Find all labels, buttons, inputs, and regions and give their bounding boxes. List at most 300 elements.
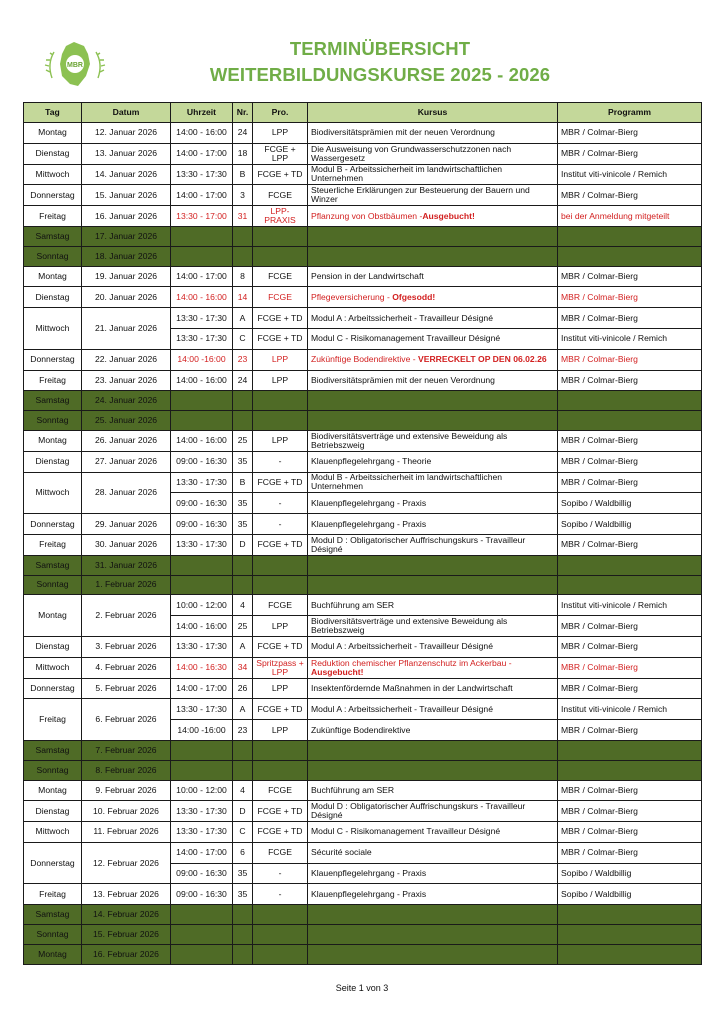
cell-tag: Sonntag <box>24 246 82 266</box>
cell-uhrzeit: 09:00 - 16:30 <box>171 451 233 472</box>
cell-nr: 3 <box>233 185 253 206</box>
table-header-row <box>24 103 702 123</box>
cell-pro <box>253 905 308 925</box>
cell-nr <box>233 925 253 945</box>
cell-kursus <box>308 760 558 780</box>
course-title: Klauenpflegelehrgang - Praxis <box>311 497 427 508</box>
table-row-weekend <box>24 246 702 266</box>
cell-programm: Sopibo / Waldbillig <box>558 863 702 884</box>
cell-nr: 8 <box>233 266 253 287</box>
course-title: Biodiversitätsverträge und extensive Beweidung als Betriebszweig <box>311 430 508 450</box>
cell-programm: MBR / Colmar-Bierg <box>558 616 702 637</box>
column-header-uhrzeit: Uhrzeit <box>171 103 233 123</box>
table-row-weekend <box>24 226 702 246</box>
cell-kursus <box>308 944 558 964</box>
cell-kursus <box>308 678 558 699</box>
course-title: Modul C - Risikomanagement Travailleur Désigné <box>311 333 501 344</box>
course-title: Modul A : Arbeitssicherheit - Travailleur Désigné <box>311 703 493 714</box>
cell-programm: MBR / Colmar-Bierg <box>558 287 702 308</box>
cell-uhrzeit: 13:30 - 17:00 <box>171 206 233 227</box>
cell-programm <box>558 575 702 595</box>
cell-pro: - <box>253 863 308 884</box>
cell-programm: Sopibo / Waldbillig <box>558 493 702 514</box>
cell-datum: 15. Januar 2026 <box>82 185 171 206</box>
cell-kursus <box>308 720 558 741</box>
cell-nr: 25 <box>233 616 253 637</box>
cell-programm: Institut viti-vinicole / Remich <box>558 699 702 720</box>
cell-pro: - <box>253 493 308 514</box>
cell-programm <box>558 391 702 411</box>
cell-programm: MBR / Colmar-Bierg <box>558 720 702 741</box>
cell-nr <box>233 555 253 575</box>
cell-uhrzeit: 13:30 - 17:30 <box>171 328 233 349</box>
cell-datum: 13. Februar 2026 <box>82 884 171 905</box>
cell-tag: Sonntag <box>24 925 82 945</box>
cell-tag: Montag <box>24 780 82 801</box>
cell-datum: 13. Januar 2026 <box>82 143 171 164</box>
table-row <box>24 451 702 472</box>
cell-kursus <box>308 123 558 144</box>
column-header-programm: Programm <box>558 103 702 123</box>
cell-programm: MBR / Colmar-Bierg <box>558 472 702 493</box>
cell-datum: 6. Februar 2026 <box>82 699 171 741</box>
cell-kursus <box>308 206 558 227</box>
cell-nr: A <box>233 636 253 657</box>
cell-tag: Donnerstag <box>24 842 82 884</box>
cell-programm <box>558 740 702 760</box>
cell-nr: 35 <box>233 884 253 905</box>
cell-uhrzeit: 09:00 - 16:30 <box>171 514 233 535</box>
cell-pro: - <box>253 451 308 472</box>
table-row <box>24 636 702 657</box>
cell-nr: 35 <box>233 493 253 514</box>
cell-tag: Donnerstag <box>24 349 82 370</box>
cell-nr: 18 <box>233 143 253 164</box>
cell-nr: 24 <box>233 370 253 391</box>
cell-tag: Mittwoch <box>24 472 82 514</box>
course-title: Reduktion chemischer Pflanzenschutz im Ackerbau - <box>311 657 512 668</box>
cell-nr: 6 <box>233 842 253 863</box>
table-row-weekend <box>24 925 702 945</box>
cell-programm: Institut viti-vinicole / Remich <box>558 328 702 349</box>
cell-nr: 23 <box>233 720 253 741</box>
cell-kursus <box>308 391 558 411</box>
cell-kursus <box>308 164 558 185</box>
mbr-logo <box>44 38 106 94</box>
course-title: Sécurité sociale <box>311 847 372 858</box>
cell-pro: LPP <box>253 123 308 144</box>
cell-kursus <box>308 349 558 370</box>
cell-tag: Freitag <box>24 370 82 391</box>
cell-nr <box>233 905 253 925</box>
course-title: Biodiversitätsprämien mit der neuen Verordnung <box>311 374 495 385</box>
table-row-weekend <box>24 760 702 780</box>
cell-pro <box>253 246 308 266</box>
cell-pro: FCGE + LPP <box>253 143 308 164</box>
cell-datum: 16. Februar 2026 <box>82 944 171 964</box>
cell-tag: Freitag <box>24 884 82 905</box>
cell-datum: 15. Februar 2026 <box>82 925 171 945</box>
cell-kursus <box>308 636 558 657</box>
course-title: Biodiversitätsverträge und extensive Beweidung als Betriebszweig <box>311 616 508 636</box>
cell-kursus <box>308 143 558 164</box>
cell-nr: 34 <box>233 657 253 678</box>
cell-uhrzeit: 13:30 - 17:30 <box>171 472 233 493</box>
cell-uhrzeit: 14:00 - 16:00 <box>171 616 233 637</box>
table-row <box>24 842 702 863</box>
table-row <box>24 308 702 329</box>
course-title: Zukünftige Bodendirektive - <box>311 354 419 365</box>
cell-uhrzeit: 13:30 - 17:30 <box>171 699 233 720</box>
course-title: Insektenfördernde Maßnahmen in der Landwirtschaft <box>311 682 513 693</box>
cell-tag: Sonntag <box>24 760 82 780</box>
cell-uhrzeit: 13:30 - 17:30 <box>171 534 233 555</box>
cell-kursus <box>308 493 558 514</box>
cell-uhrzeit: 14:00 - 17:00 <box>171 266 233 287</box>
cell-kursus <box>308 370 558 391</box>
cell-uhrzeit <box>171 905 233 925</box>
cell-nr: 35 <box>233 451 253 472</box>
cell-programm: MBR / Colmar-Bierg <box>558 266 702 287</box>
course-title: Modul C - Risikomanagement Travailleur Désigné <box>311 826 501 837</box>
cell-nr: 14 <box>233 287 253 308</box>
cell-kursus <box>308 657 558 678</box>
course-title: Modul A : Arbeitssicherheit - Travailleur Désigné <box>311 641 493 652</box>
cell-datum: 27. Januar 2026 <box>82 451 171 472</box>
cell-uhrzeit: 13:30 - 17:30 <box>171 801 233 822</box>
course-title: Biodiversitätsprämien mit der neuen Verordnung <box>311 127 495 138</box>
cell-tag: Dienstag <box>24 801 82 822</box>
cell-tag: Sonntag <box>24 411 82 431</box>
cell-tag: Freitag <box>24 699 82 741</box>
table-row <box>24 349 702 370</box>
table-row <box>24 678 702 699</box>
cell-pro <box>253 411 308 431</box>
table-row <box>24 822 702 843</box>
cell-datum: 11. Februar 2026 <box>82 822 171 843</box>
table-row <box>24 370 702 391</box>
cell-tag: Dienstag <box>24 636 82 657</box>
cell-programm <box>558 925 702 945</box>
cell-uhrzeit <box>171 925 233 945</box>
cell-kursus <box>308 514 558 535</box>
cell-programm: MBR / Colmar-Bierg <box>558 349 702 370</box>
cell-kursus <box>308 555 558 575</box>
cell-uhrzeit <box>171 226 233 246</box>
cell-uhrzeit <box>171 760 233 780</box>
cell-datum: 23. Januar 2026 <box>82 370 171 391</box>
cell-tag: Mittwoch <box>24 657 82 678</box>
cell-tag: Donnerstag <box>24 185 82 206</box>
cell-tag: Dienstag <box>24 287 82 308</box>
cell-programm: MBR / Colmar-Bierg <box>558 678 702 699</box>
cell-programm: MBR / Colmar-Bierg <box>558 636 702 657</box>
cell-kursus <box>308 925 558 945</box>
cell-nr <box>233 391 253 411</box>
course-title: Klauenpflegelehrgang - Praxis <box>311 868 427 879</box>
cell-nr: B <box>233 472 253 493</box>
course-title: Klauenpflegelehrgang - Praxis <box>311 888 427 899</box>
cell-kursus <box>308 226 558 246</box>
cell-nr <box>233 575 253 595</box>
table-row <box>24 657 702 678</box>
cell-pro: FCGE <box>253 595 308 616</box>
cell-pro: FCGE <box>253 780 308 801</box>
cell-uhrzeit: 13:30 - 17:30 <box>171 636 233 657</box>
cell-datum: 17. Januar 2026 <box>82 226 171 246</box>
cell-tag: Mittwoch <box>24 164 82 185</box>
cell-tag: Freitag <box>24 534 82 555</box>
cell-kursus <box>308 430 558 451</box>
table-row <box>24 164 702 185</box>
cell-nr: A <box>233 308 253 329</box>
cell-datum: 3. Februar 2026 <box>82 636 171 657</box>
cell-uhrzeit <box>171 740 233 760</box>
cell-kursus <box>308 575 558 595</box>
cell-datum: 22. Januar 2026 <box>82 349 171 370</box>
cell-kursus <box>308 328 558 349</box>
cell-pro <box>253 760 308 780</box>
cell-nr: 24 <box>233 123 253 144</box>
cell-nr: C <box>233 822 253 843</box>
logo-text: MBR <box>67 62 83 69</box>
cell-pro: LPP <box>253 370 308 391</box>
cell-nr <box>233 740 253 760</box>
cell-nr: 4 <box>233 780 253 801</box>
cell-uhrzeit: 14:00 - 16:00 <box>171 370 233 391</box>
cell-uhrzeit: 14:00 - 17:00 <box>171 842 233 863</box>
cell-nr: 26 <box>233 678 253 699</box>
cell-kursus <box>308 534 558 555</box>
cell-kursus <box>308 472 558 493</box>
table-row <box>24 595 702 616</box>
cell-pro: FCGE + TD <box>253 801 308 822</box>
cell-kursus <box>308 308 558 329</box>
cell-tag: Montag <box>24 595 82 637</box>
table-row <box>24 514 702 535</box>
cell-tag: Samstag <box>24 905 82 925</box>
cell-uhrzeit: 14:00 - 16:00 <box>171 287 233 308</box>
table-row <box>24 143 702 164</box>
cell-nr: 35 <box>233 863 253 884</box>
cell-programm <box>558 760 702 780</box>
cell-programm: Sopibo / Waldbillig <box>558 884 702 905</box>
cell-tag: Montag <box>24 944 82 964</box>
cell-datum: 21. Januar 2026 <box>82 308 171 350</box>
table-row <box>24 206 702 227</box>
cell-programm: MBR / Colmar-Bierg <box>558 185 702 206</box>
table-row <box>24 699 702 720</box>
course-title: Modul B - Arbeitssicherheit im landwirtschaftlichen Unternehmen <box>311 164 503 184</box>
cell-tag: Montag <box>24 430 82 451</box>
table-row <box>24 185 702 206</box>
cell-pro: - <box>253 514 308 535</box>
cell-datum: 9. Februar 2026 <box>82 780 171 801</box>
course-title: Pension in der Landwirtschaft <box>311 270 424 281</box>
table-row-weekend <box>24 411 702 431</box>
column-header-nr: Nr. <box>233 103 253 123</box>
cell-pro <box>253 740 308 760</box>
cell-tag: Samstag <box>24 740 82 760</box>
cell-kursus <box>308 616 558 637</box>
cell-datum: 16. Januar 2026 <box>82 206 171 227</box>
cell-programm <box>558 905 702 925</box>
cell-nr: C <box>233 328 253 349</box>
cell-programm <box>558 226 702 246</box>
cell-uhrzeit: 14:00 - 16:00 <box>171 430 233 451</box>
cell-pro <box>253 391 308 411</box>
cell-nr <box>233 944 253 964</box>
cell-programm: MBR / Colmar-Bierg <box>558 123 702 144</box>
course-title: Modul B - Arbeitssicherheit im landwirtschaftlichen Unternehmen <box>311 472 503 492</box>
cell-kursus <box>308 287 558 308</box>
cell-kursus <box>308 699 558 720</box>
course-title: Zukünftige Bodendirektive <box>311 724 411 735</box>
course-status-note: Ausgebucht! <box>311 666 364 677</box>
cell-pro: FCGE <box>253 842 308 863</box>
course-status-note: VERRECKELT OP DEN 06.02.26 <box>418 354 547 365</box>
table-row-weekend <box>24 905 702 925</box>
cell-nr <box>233 760 253 780</box>
cell-kursus <box>308 884 558 905</box>
cell-pro: FCGE <box>253 287 308 308</box>
cell-pro <box>253 575 308 595</box>
table-row <box>24 287 702 308</box>
schedule-table <box>23 102 702 965</box>
cell-datum: 26. Januar 2026 <box>82 430 171 451</box>
course-status-note: Ausgebucht! <box>422 210 475 221</box>
table-row <box>24 266 702 287</box>
course-title: Klauenpflegelehrgang - Theorie <box>311 456 432 467</box>
cell-pro: FCGE + TD <box>253 164 308 185</box>
cell-programm: bei der Anmeldung mitgeteilt <box>558 206 702 227</box>
cell-pro: FCGE <box>253 185 308 206</box>
table-row-weekend <box>24 740 702 760</box>
cell-pro <box>253 226 308 246</box>
cell-tag: Mittwoch <box>24 308 82 350</box>
cell-programm: Institut viti-vinicole / Remich <box>558 595 702 616</box>
cell-pro: LPP <box>253 720 308 741</box>
cell-datum: 8. Februar 2026 <box>82 760 171 780</box>
cell-pro: FCGE + TD <box>253 534 308 555</box>
cell-nr <box>233 411 253 431</box>
course-title: Buchführung am SER <box>311 599 395 610</box>
cell-uhrzeit: 10:00 - 12:00 <box>171 780 233 801</box>
cell-uhrzeit: 10:00 - 12:00 <box>171 595 233 616</box>
cell-programm: MBR / Colmar-Bierg <box>558 451 702 472</box>
table-row <box>24 472 702 493</box>
cell-kursus <box>308 905 558 925</box>
cell-kursus <box>308 451 558 472</box>
cell-nr: 35 <box>233 514 253 535</box>
cell-uhrzeit <box>171 944 233 964</box>
cell-uhrzeit: 09:00 - 16:30 <box>171 863 233 884</box>
course-title: Klauenpflegelehrgang - Praxis <box>311 518 427 529</box>
cell-kursus <box>308 822 558 843</box>
cell-kursus <box>308 595 558 616</box>
cell-programm: Sopibo / Waldbillig <box>558 514 702 535</box>
cell-pro: LPP <box>253 349 308 370</box>
cell-datum: 25. Januar 2026 <box>82 411 171 431</box>
course-title: Modul A : Arbeitssicherheit - Travailleur Désigné <box>311 312 493 323</box>
cell-programm <box>558 555 702 575</box>
cell-datum: 19. Januar 2026 <box>82 266 171 287</box>
table-row <box>24 801 702 822</box>
course-title: Steuerliche Erklärungen zur Besteuerung der Bauern und Winzer <box>311 185 530 205</box>
cell-programm: MBR / Colmar-Bierg <box>558 780 702 801</box>
course-title: Modul D : Obligatorischer Auffrischungskurs - Travailleur Désigné <box>311 801 526 821</box>
cell-pro <box>253 925 308 945</box>
cell-tag: Donnerstag <box>24 678 82 699</box>
cell-kursus <box>308 246 558 266</box>
cell-uhrzeit <box>171 575 233 595</box>
cell-pro: FCGE + TD <box>253 636 308 657</box>
cell-kursus <box>308 266 558 287</box>
table-row <box>24 884 702 905</box>
cell-uhrzeit: 14:00 - 17:00 <box>171 143 233 164</box>
cell-pro <box>253 944 308 964</box>
cell-pro: FCGE + TD <box>253 472 308 493</box>
cell-nr: D <box>233 534 253 555</box>
cell-programm: MBR / Colmar-Bierg <box>558 143 702 164</box>
cell-kursus <box>308 411 558 431</box>
cell-nr: D <box>233 801 253 822</box>
cell-programm: MBR / Colmar-Bierg <box>558 430 702 451</box>
cell-datum: 20. Januar 2026 <box>82 287 171 308</box>
course-title: Modul D : Obligatorischer Auffrischungskurs - Travailleur Désigné <box>311 534 526 554</box>
course-title: Pflanzung von Obstbäumen - <box>311 210 423 221</box>
cell-datum: 5. Februar 2026 <box>82 678 171 699</box>
cell-programm: Institut viti-vinicole / Remich <box>558 164 702 185</box>
cell-datum: 30. Januar 2026 <box>82 534 171 555</box>
cell-tag: Samstag <box>24 391 82 411</box>
column-header-kursus: Kursus <box>308 103 558 123</box>
cell-uhrzeit <box>171 411 233 431</box>
cell-kursus <box>308 801 558 822</box>
course-title: Die Ausweisung von Grundwasserschutzzonen nach Wassergesetz <box>311 143 512 163</box>
cell-pro: LPP <box>253 430 308 451</box>
table-row <box>24 780 702 801</box>
cell-tag: Dienstag <box>24 143 82 164</box>
cell-uhrzeit: 09:00 - 16:30 <box>171 493 233 514</box>
cell-nr: 4 <box>233 595 253 616</box>
cell-uhrzeit <box>171 555 233 575</box>
cell-programm <box>558 246 702 266</box>
cell-pro: - <box>253 884 308 905</box>
cell-pro: FCGE + TD <box>253 308 308 329</box>
cell-nr <box>233 226 253 246</box>
cell-uhrzeit <box>171 246 233 266</box>
cell-nr: 31 <box>233 206 253 227</box>
cell-datum: 14. Januar 2026 <box>82 164 171 185</box>
table-row <box>24 534 702 555</box>
cell-programm: MBR / Colmar-Bierg <box>558 801 702 822</box>
cell-tag: Montag <box>24 123 82 144</box>
cell-uhrzeit: 14:00 - 16:30 <box>171 657 233 678</box>
cell-datum: 7. Februar 2026 <box>82 740 171 760</box>
column-header-tag: Tag <box>24 103 82 123</box>
cell-programm: MBR / Colmar-Bierg <box>558 370 702 391</box>
table-row-weekend <box>24 555 702 575</box>
cell-datum: 2. Februar 2026 <box>82 595 171 637</box>
cell-kursus <box>308 842 558 863</box>
cell-tag: Mittwoch <box>24 822 82 843</box>
cell-uhrzeit: 13:30 - 17:30 <box>171 308 233 329</box>
cell-kursus <box>308 740 558 760</box>
table-row <box>24 430 702 451</box>
cell-uhrzeit <box>171 391 233 411</box>
cell-uhrzeit: 13:30 - 17:30 <box>171 164 233 185</box>
